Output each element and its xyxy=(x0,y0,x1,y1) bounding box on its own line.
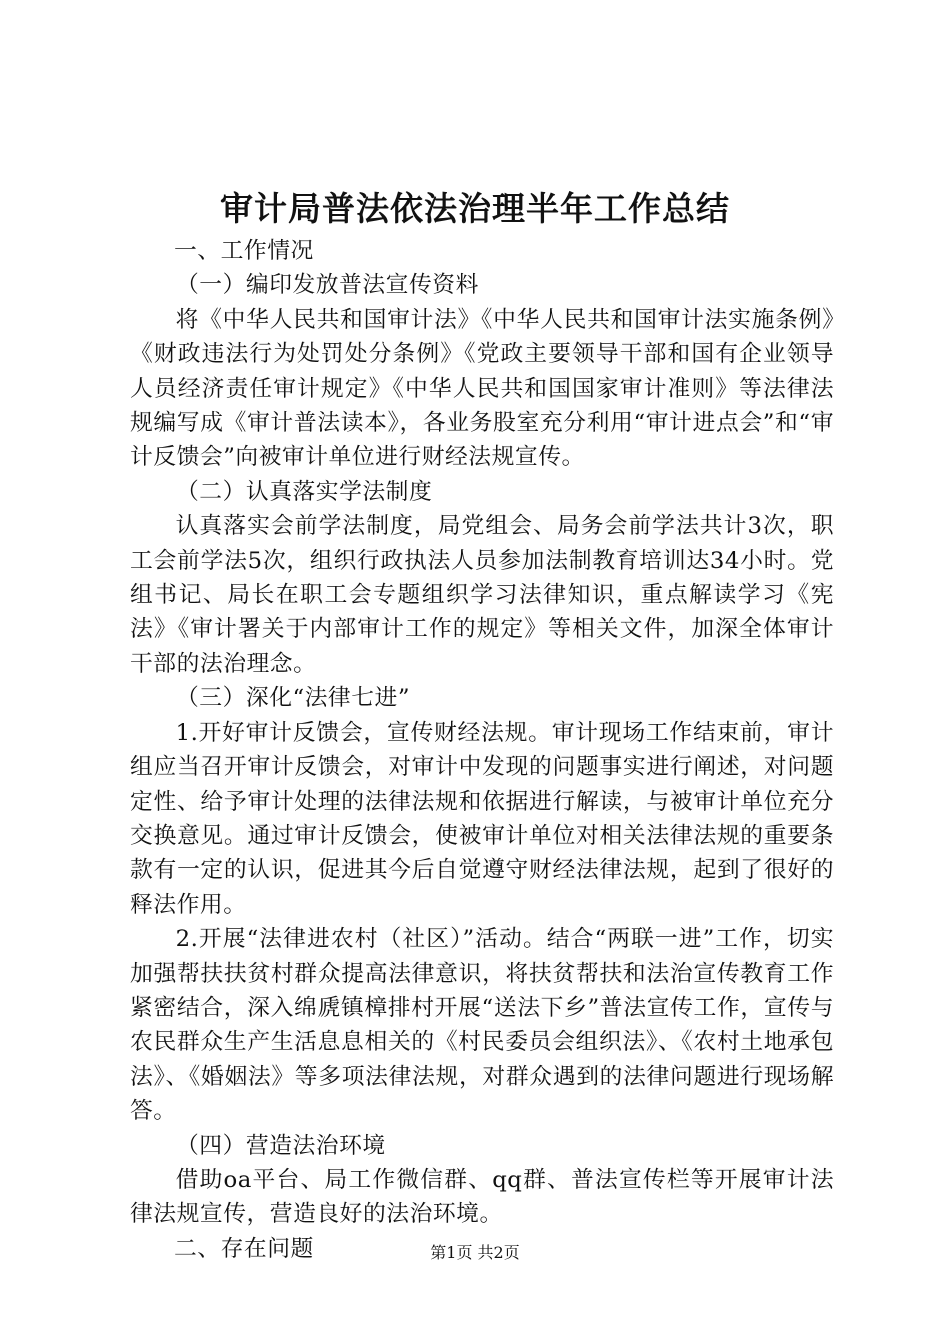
document-body xyxy=(130,234,834,1266)
body-paragraph: 1.开好审计反馈会，宣传财经法规。审计现场工作结束前，审计组应当召开审计反馈会，对审计中发现的问题事实进行阐述，对问题定性、给予审计处理的法律法规和依据进行解读，与被审计单位充分交换意见。通过审计反馈会，使被审计单位对相关法律法规的重要条款有一定的认识，促进其今后自觉遵守财经法律法规，起到了很好的释法作用。 xyxy=(130,719,834,918)
page-footer: 第1页 共2页 xyxy=(430,1243,520,1262)
body-paragraph: 将《中华人民共和国审计法》《中华人民共和国审计法实施条例》《财政违法行为处罚处分条例》《党政主要领导干部和国有企业领导人员经济责任审计规定》《中华人民共和国国家审计准则》等法律法规编写成《审计普法读本》，各业务股室充分利用“审计进点会”和“审计反馈会”向被审计单位进行财经法规宣传。 xyxy=(130,306,834,471)
subsection-heading: （三）深化“法律七进” xyxy=(176,685,410,712)
body-paragraph: 2.开展“法律进农村（社区）”活动。结合“两联一进”工作，切实加强帮扶扶贫村群众提高法律意识，将扶贫帮扶和法治宣传教育工作紧密结合，深入绵虒镇樟排村开展“送法下乡”普法宣传工作，宣传与农民群众生产生活息息相关的《村民委员会组织法》、《农村土地承包法》、《婚姻法》等多项法律法规，对群众遇到的法律问题进行现场解答。 xyxy=(130,926,834,1125)
section-heading: 二、存在问题 xyxy=(174,1235,314,1262)
subsection-heading: （一）编印发放普法宣传资料 xyxy=(176,272,479,299)
body-paragraph: 认真落实会前学法制度，局党组会、局务会前学法共计3次，职工会前学法5次，组织行政执法人员参加法制教育培训达34小时。党组书记、局长在职工会专题组织学习法律知识，重点解读学习《宪法》《审计署关于内部审计工作的规定》等相关文件，加深全体审计干部的法治理念。 xyxy=(130,513,834,677)
section-heading: 一、工作情况 xyxy=(174,238,314,264)
subsection-heading: （二）认真落实学法制度 xyxy=(176,478,433,505)
document-title: 审计局普法依法治理半年工作总结 xyxy=(220,189,730,228)
subsection-heading: （四）营造法治环境 xyxy=(176,1132,386,1159)
body-paragraph: 借助oa平台、局工作微信群、qq群、普法宣传栏等开展审计法律法规宣传，营造良好的法治环境。 xyxy=(130,1166,834,1228)
